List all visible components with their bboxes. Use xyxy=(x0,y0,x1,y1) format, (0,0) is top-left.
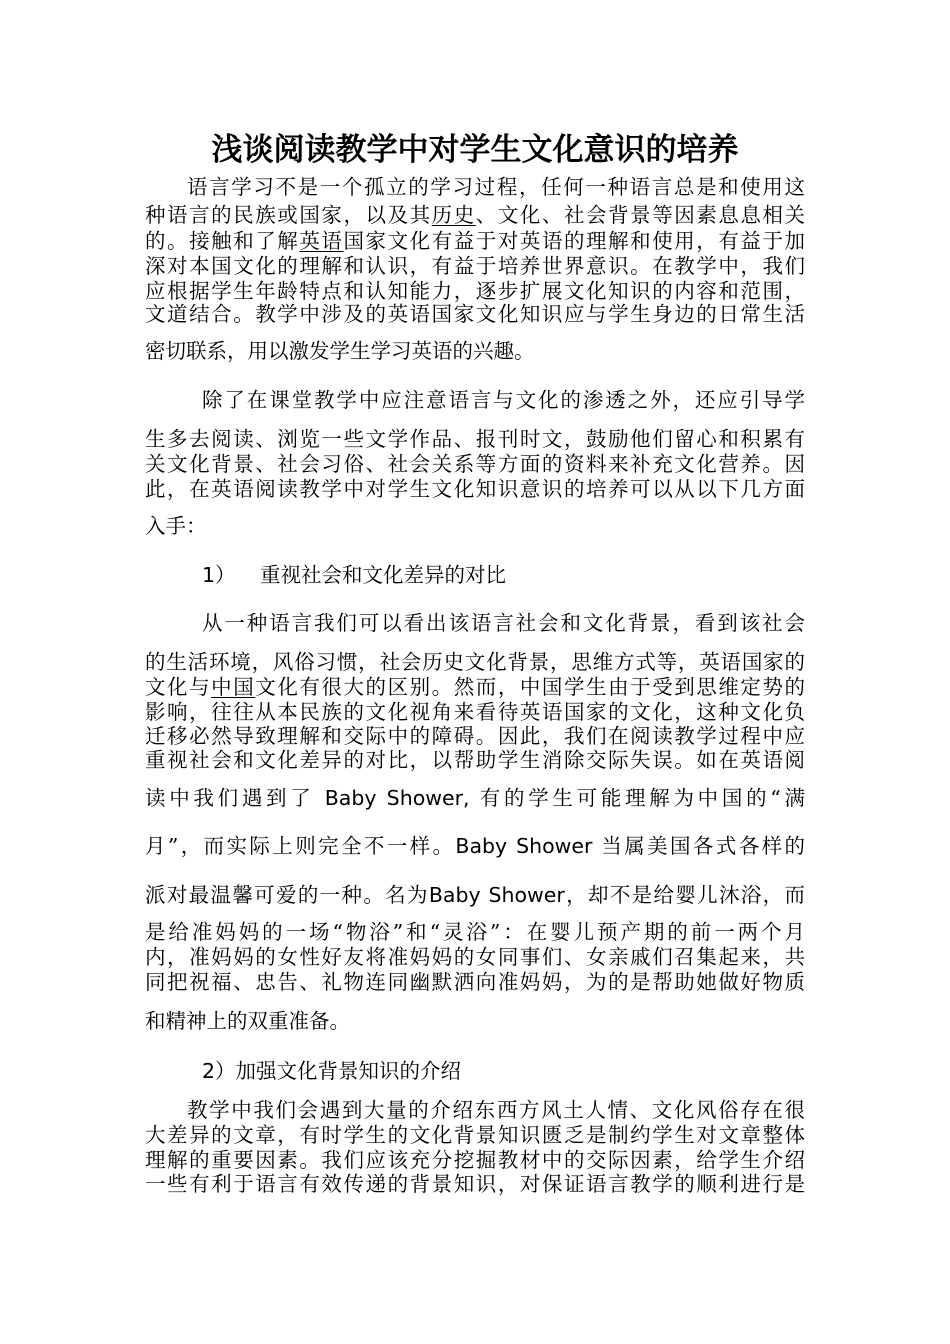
paragraph-4-line-1: 教学中我们会遇到大量的介绍东西方风土人情、文化风俗存在很 xyxy=(187,1098,805,1122)
paragraph-3-line-5: 迁移必然导致理解和交际中的障碍。因此，我们在阅读教学过程中应 xyxy=(145,724,805,748)
text-segment: 有的学生可能理解为中国的“满 xyxy=(469,786,805,810)
paragraph-3-line-6: 重视社会和文化差异的对比，以帮助学生消除交际失误。如在英语阅 xyxy=(145,748,805,772)
paragraph-4-line-2: 大差异的文章，有时学生的文化背景知识匮乏是制约学生对文章整体 xyxy=(145,1123,805,1147)
section-heading-text: 重视社会和文化差异的对比 xyxy=(260,563,506,587)
paragraph-1-line-4: 深对本国文化的理解和认识，有益于培养世界意识。在教学中，我们 xyxy=(145,254,805,278)
text-segment: 读中我们遇到了 xyxy=(145,786,325,810)
paragraph-1-line-7: 密切联系，用以激发学生学习英语的兴趣。 xyxy=(145,339,535,363)
paragraph-1-line-2 xyxy=(145,201,805,229)
text-segment: 当属美国各式各样的 xyxy=(592,834,805,858)
paragraph-1-line-3 xyxy=(145,227,805,255)
section-heading-1 xyxy=(145,561,805,589)
section-heading-2 xyxy=(145,1057,805,1085)
paragraph-3-line-4: 影响，往往从本民族的文化视角来看待英语国家的文化，这种文化负 xyxy=(145,700,805,724)
text-segment: 文化与 xyxy=(145,675,212,699)
text-segment: ，却不是给婴儿沐浴，而 xyxy=(564,883,805,907)
paragraph-3-line-7 xyxy=(145,784,805,812)
paragraph-2-line-1: 除了在课堂教学中应注意语言与文化的渗透之外，还应引导学 xyxy=(202,388,805,412)
document-title: 浅谈阅读教学中对学生文化意识的培养 xyxy=(211,132,739,168)
paragraph-3-line-3 xyxy=(145,673,805,701)
paragraph-1-line-6: 文道结合。教学中涉及的英语国家文化知识应与学生身边的日常生活 xyxy=(145,302,805,326)
paragraph-2-line-3: 关文化背景、社会习俗、社会关系等方面的资料来补充文化营养。因 xyxy=(145,452,805,476)
text-segment: 国家文化有益于对英语的理解和使用，有益于加 xyxy=(343,229,806,253)
text-segment: 的。接触和了解 xyxy=(145,229,300,253)
baby-shower-term: Baby Shower xyxy=(428,883,565,907)
section-heading-text: 加强文化背景知识的介绍 xyxy=(235,1059,462,1083)
baby-shower-term: Baby Shower, xyxy=(324,786,470,810)
paragraph-2-line-4: 此，在英语阅读教学中对学生文化知识意识的培养可以从以下几方面 xyxy=(145,477,805,501)
paragraph-3-line-1: 从一种语言我们可以看出该语言社会和文化背景，看到该社会 xyxy=(202,611,805,635)
text-segment: 、文化、社会背景等因素息息相关 xyxy=(475,203,806,227)
paragraph-3-line-11: 内，准妈妈的女性好友将准妈妈的女同事们、女亲戚们召集起来，共 xyxy=(145,945,805,969)
text-segment: 种语言的民族或国家，以及其 xyxy=(145,203,432,227)
china-link[interactable]: 中国 xyxy=(211,675,256,699)
text-segment: 派对最温馨可爱的一种。名为 xyxy=(145,883,429,907)
baby-shower-term: Baby Shower xyxy=(455,834,593,858)
paragraph-3-line-10: 是给准妈妈的一场“物浴”和“灵浴”：在婴儿预产期的前一两个月 xyxy=(145,920,805,944)
paragraph-3-line-2: 的生活环境，风俗习惯，社会历史文化背景，思维方式等，英语国家的 xyxy=(145,650,805,674)
section-number: 1） xyxy=(202,563,236,587)
paragraph-4-line-3: 理解的重要因素。我们应该充分挖掘教材中的交际因素，给学生介绍 xyxy=(145,1148,805,1172)
paragraph-2-line-2: 生多去阅读、浏览一些文学作品、报刊时文，鼓励他们留心和积累有 xyxy=(145,427,805,451)
section-number: 2） xyxy=(202,1059,236,1083)
paragraph-1-line-5: 应根据学生年龄特点和认知能力，逐步扩展文化知识的内容和范围， xyxy=(145,279,805,303)
history-link[interactable]: 历史 xyxy=(431,203,476,227)
paragraph-1-line-1: 语言学习不是一个孤立的学习过程，任何一种语言总是和使用这 xyxy=(187,175,805,199)
paragraph-3-line-8 xyxy=(145,832,805,860)
paragraph-3-line-13: 和精神上的双重准备。 xyxy=(145,1009,350,1033)
text-segment: 文化有很大的区别。然而，中国学生由于受到思维定势的 xyxy=(255,675,806,699)
paragraph-3-line-9 xyxy=(145,881,805,909)
paragraph-2-line-5: 入手： xyxy=(145,514,207,538)
paragraph-3-line-12: 同把祝福、忠告、礼物连同幽默洒向准妈妈，为的是帮助她做好物质 xyxy=(145,970,805,994)
english-link[interactable]: 英语 xyxy=(299,229,344,253)
paragraph-4-line-4: 一些有利于语言有效传递的背景知识，对保证语言教学的顺利进行是 xyxy=(145,1172,805,1196)
text-segment: 月”，而实际上则完全不一样。 xyxy=(145,834,456,858)
